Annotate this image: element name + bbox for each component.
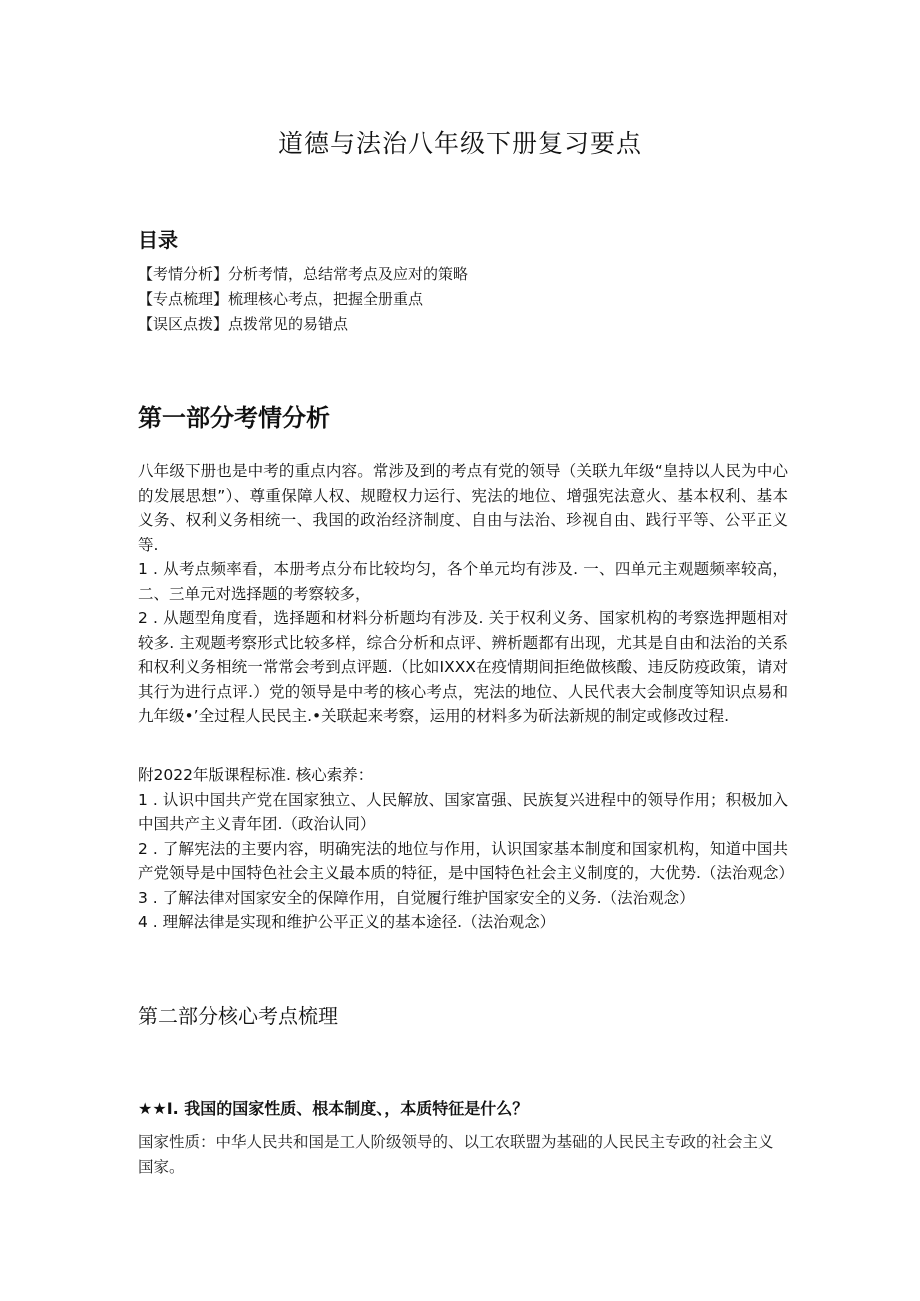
part2-heading: 第二部分核心考点梳理 xyxy=(138,1004,338,1028)
curriculum-heading: 附2022年版课程标准. 核心索养： xyxy=(138,766,374,784)
curriculum-item-4: 4 . 理解法律是实现和维护公平正义的基本途径.（法治观念） xyxy=(138,913,556,931)
part1-point-1: 1 . 从考点频率看，本册考点分布比较均匀，各个单元均有涉及. 一、四单元主观题频率较高，二、三单元对选择题的考察较多， xyxy=(138,560,788,603)
part1-point-2: 2 . 从题型角度看，选择题和材料分析题均有涉及. 关于权利义务、国家机构的考察选押题相对较多. 主观题考察形式比较多样，综合分析和点评、辨析题都有出现，尤其是自由和法治的关系和权利义务相统一常常会考到点评题.（比如IXXX在疫情期间拒绝做核酸、违反防疫政策，请对其行为进行点评.）党的领导是中考的核心考点，宪法的地位、人民代表大会制度等知识点易和九年级•’全过程人民民主.•关联起来考察，运用的材料多为斫法新规的制定或修改过程. xyxy=(138,609,788,725)
toc-item-mistakes: 【误区点拨】点拨常见的易错点 xyxy=(138,315,349,333)
table-of-contents xyxy=(138,262,468,337)
part1-intro: 八年级下册也是中考的重点内容。常涉及到的考点有党的领导（关联九年级“皇持以人民为中心的发展思想”）、尊重保障人权、规瞪权力运行、宪法的地位、增强宪法意火、基本权利、基本义务、权利义务相统一、我国的政治经济制度、自由与法治、珍视自由、践行平等、公平正义等. xyxy=(138,462,788,554)
curriculum-item-1: 1 . 认识中国共产党在国家独立、人民解放、国家富强、民族复兴进程中的领导作用；积极加入中国共产主义青年团.（政治认同） xyxy=(138,790,788,833)
document-title: 道德与法治八年级下册复习要点 xyxy=(277,129,642,158)
part1-heading: 第一部分考情分析 xyxy=(138,404,330,432)
part1-body xyxy=(138,459,788,729)
curriculum-item-3: 3 . 了解法律对国家安全的保障作用，自觉履行维护国家安全的义务.（法治观念） xyxy=(138,888,695,907)
toc-item-review: 【专点梳理】梳理核心考点，把握全册重点 xyxy=(138,290,424,308)
question-1: ★★I. 我国的国家性质、根本制度、，本质特征是什么？ xyxy=(138,1099,529,1118)
toc-item-analysis: 【考情分析】分析考情，总结常考点及应对的策略 xyxy=(138,265,469,283)
toc-heading: 目录 xyxy=(138,228,178,252)
curriculum-item-2: 2 . 了解宪法的主要内容，明确宪法的地位与作用，认识国家基本制度和国家机构，知道中国共产党领导是中国特色社会主义最本质的特征，是中国特色社会主义制度的，大优势.（法治观念） xyxy=(138,839,794,882)
answer-1: 国家性质：中华人民共和国是工人阶级领导的、以工农联盟为基础的人民民主专政的社会主义国家。 xyxy=(138,1133,774,1176)
curriculum-standards xyxy=(138,763,794,935)
